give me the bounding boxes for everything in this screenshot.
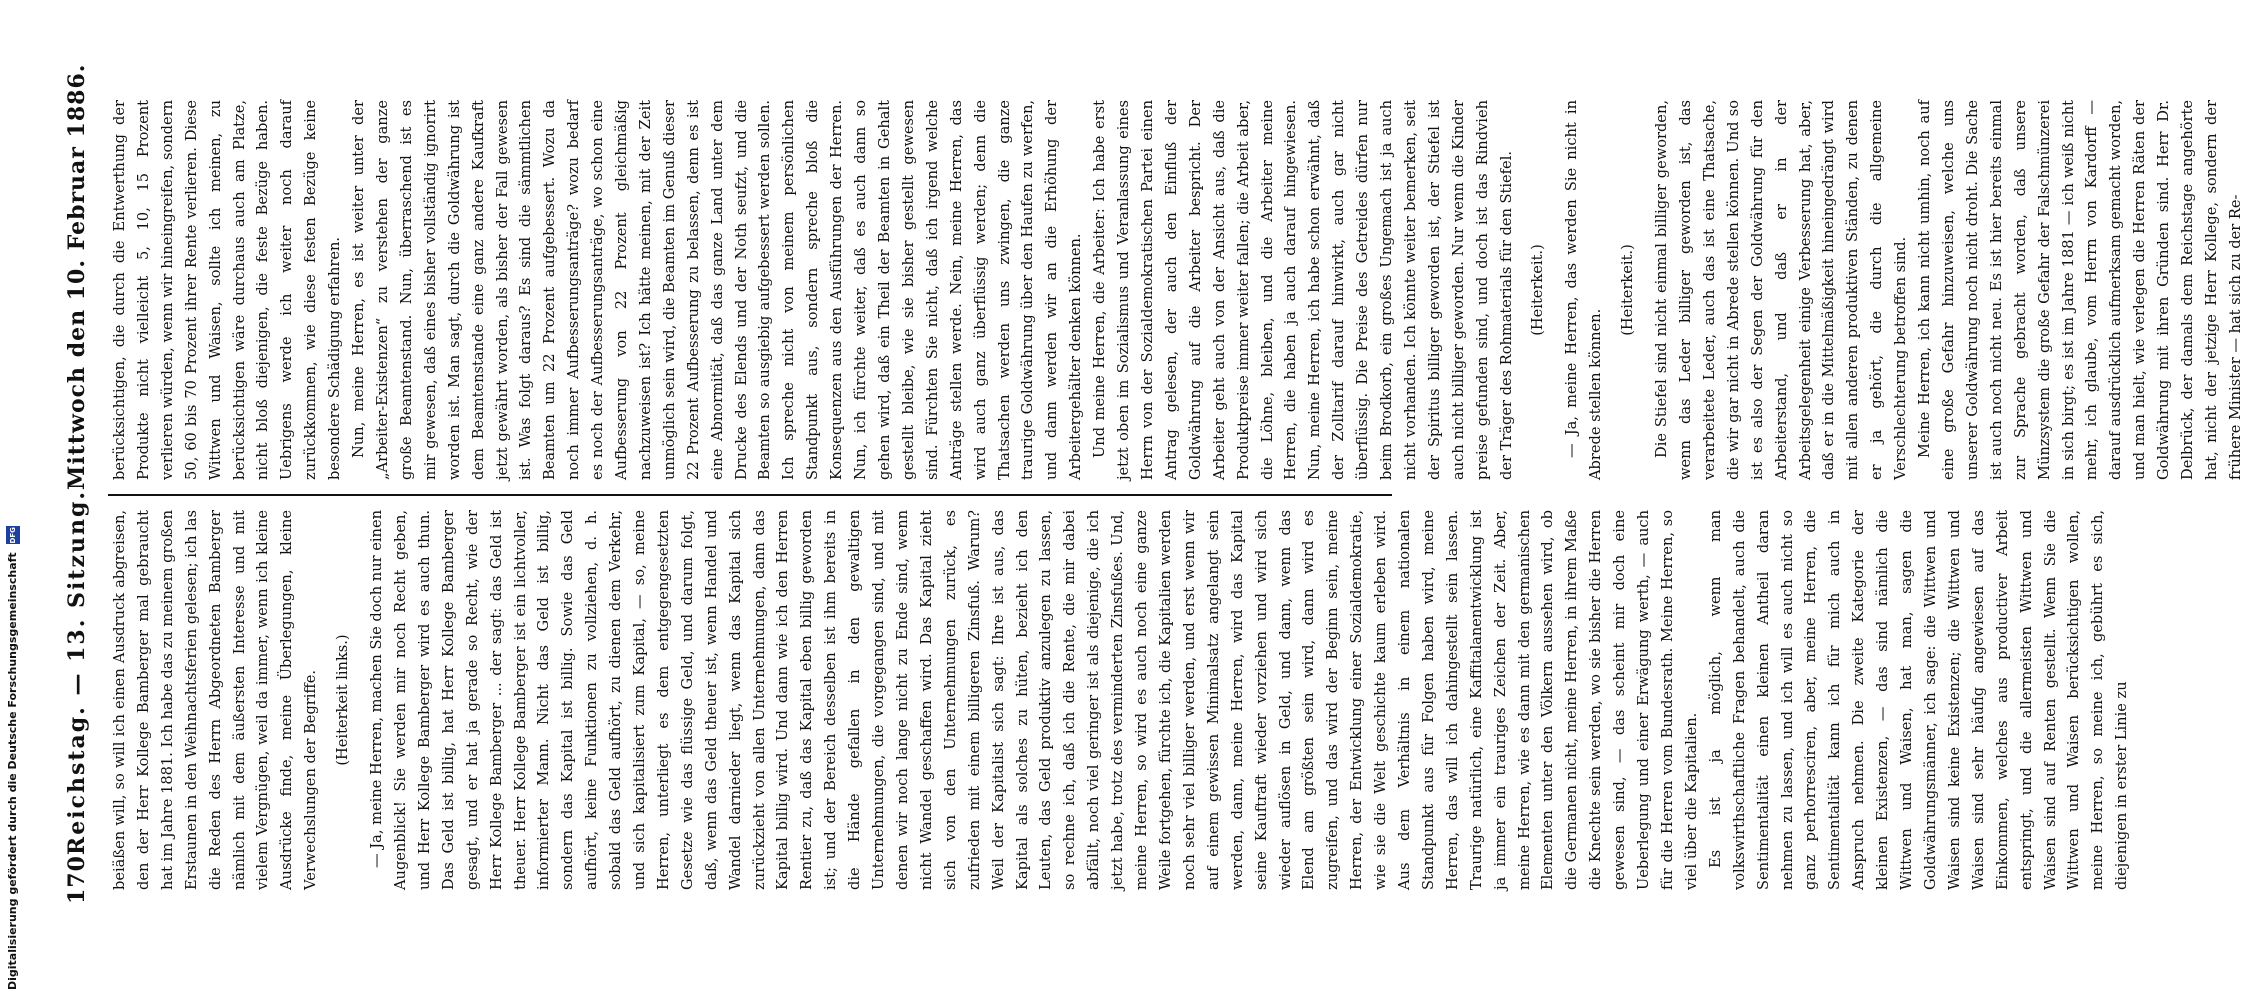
text-columns xyxy=(108,86,2244,904)
paragraph: Und meine Herren, die Arbeiter: Ich habe erst jetzt oben im Sozialismus und Veranlassung eines Herrn von der Sozialdemokratischen Partei einen Antrag gelesen, der auch den Einfluß der Goldwährung auf die Arbeiter bespricht. Der Arbeiter geht auch von der Ansicht aus, daß die Produktpreise immer weiter fallen; die Arbeit aber, die Löhne, bleiben, und die Arbeiter meine Herren, die haben ja auch darauf hingewiesen. Nun, meine Herren, ich habe schon erwähnt, daß der Zolltarif darauf hinwirkt, auch gar nicht überflüssig. Die Preise des Getreides dürfen nur beim Brodkorb, ein großes Ungemach ist ja auch nicht vorhanden. Ich könnte weiter bemerken, seit der Spiritus billiger geworden ist, der Stiefel ist auch nicht billiger geworden. Nur wenn die Kinder preise gefunden sind, und doch ist das Rindvieh der Träger des Rohmaterials für den Stiefel. xyxy=(1091,100,1515,480)
interjection: (Heiterkeit.) xyxy=(1529,244,1547,336)
interjection: (Heiterkeit.) xyxy=(1619,244,1637,336)
paragraph: berücksichtigen, die durch die Entwerthung der Produkte nicht vielleicht 5, 10, 15 Prozent verlieren würden, wenn wir hineingreifen, sondern 50, 60 bis 70 Prozent ihrer Rente verlieren. Diese Wittwen und Waisen, sollte ich meinen, zu berücksichtigen wäre durchaus auch am Platze, nicht bloß diejenigen, die feste Bezüge haben. Uebrigens werde ich weiter noch darauf zurückkommen, wie diese festen Bezüge keine besondere Schädigung erfahren. xyxy=(111,100,344,480)
page-number: 170 xyxy=(64,855,90,904)
paragraph: — Ja, meine Herren, machen Sie doch nur einen Augenblick! Sie werden mir noch Recht geben, und Herr Kollege Bamberger wird es auch thun. Das Geld ist billig, hat Herr Kollege Bamberger gesagt, und er hat ja gerade so Recht, wie der Herr Kollege Bamberger ... der sagt: das Geld ist theuer. Herr Kollege Bamberger ist ein lichtvoller, informierter Mann. Nicht das Geld ist billig, sondern das Kapital ist billig. Sowie das Geld aufhört, keine Funktionen zu vollziehen, d. h. sobald das Geld aufhört, zu dienen dem Verkehr, und sich kapitalisiert zum Kapital, — so, meine Herren, unterliegt es dem entgegengesetzten Gesetze wie das flüssige Geld, und darum folgt, daß, wenn das Geld theuer ist, wenn Handel und Wandel darnieder liegt, wenn das Kapital sich zurückzieht von allen Unternehmungen, dann das Kapital billig wird. Und dann wie ich den Herren Rentier zu, daß das Kapital eben billig geworden ist; und der Bereich desselben ist ihm bereits in die Hände gefallen in den gewaltigen Unternehmungen, die vorgegangen sind, und mit denen wir noch lange nicht zu Ende sind, wenn nicht Wandel geschaffen wird. Das Kapital zieht sich von den Unternehmungen zurück, es zufrieden mit einem billigeren Zinsfuß. Warum? Weil der Kapitalist sich sagt: Ihre ist aus, das Kapital als solches zu hüten, bezieht ich den Leuten, das Geld produktiv anzulegen zu lassen, so rechne ich, daß ich die Rente, die mir dabei abfällt, noch viel geringer ist als diejenige, die ich jetzt habe, trotz des verminderten Zinsfußes. Und, meine Herren, so wird es auch noch eine ganze Weile fortgehen, fürchte ich, die Kapitalien werden noch sehr viel billiger werden, und erst wenn wir auf einem gewissen Minimalsatz angelangt sein werden, dann, meine Herren, wird das Kapital seine Kauftraft wieder vorziehen und wird sich wieder auflösen in Geld, und dann, wenn das Elend am größten sein wird, dann wird es zugreifen, und das wird der Beginn sein, meine Herren, der Entwicklung einer Sozialdemokratie, wie sie die Welt geschichte kaum erleben wird. Aus dem Verhältnis in einem nationalen Standpunkt aus für Folgen haben wird, meine Herren, das will ich dahingestellt sein lassen. Traurige natürlich, eine Kaffitalanentwicklung ist ja immer ein trauriges Zeichen der Zeit. Aber, meine Herren, wie es dann mit den germanischen Elementen unter den Völkern aussehen wird, ob die Germanen nicht, meine Herren, in ihrem Maße die Knechte sein werden, wo sie bisher die Herren gewesen sind, — das scheint mir doch eine Ueberlegung und einer Erwägung werth, — auch für die Herren vom Bundesrath. Meine Herren, so viel über die Kapitalien. xyxy=(368,510,1700,890)
page-date: Mittwoch den 10. Februar 1886. xyxy=(64,63,90,490)
dfg-logo-icon: DFG xyxy=(6,526,20,544)
credit-text: Digitalisierung gefördert durch die Deutsche Forschungsgemeinschaft xyxy=(6,552,19,990)
column-divider xyxy=(108,494,1392,496)
paragraph: — Ja, meine Herren, das werden Sie nicht in Abrede stellen können. xyxy=(1563,100,1605,480)
paragraph: Es ist ja möglich, wenn man volkswirthschaftliche Fragen behandelt, auch die Sentimentalität einen kleinen Antheil daran nehmen zu lassen, und ich will es auch nicht so ganz perhorresciren, aber, meine Herren, die Sentimentalität kann ich für mich auch in Anspruch nehmen. Die zweite Kategorie der kleinen Existenzen, — das sind nämlich die Wittwen und Waisen, hat man, sagen die Goldwährungsmänner, ich sage: die Wittwen und Waisen sind keine Existenzen; die Wittwen und Waisen sind sehr häufig angewiesen auf das Einkommen, welches aus productiver Arbeit entspringt, und die allermeisten Wittwen und Waisen sind auf Renten gestellt. Wenn Sie die Wittwen und Waisen berücksichtigen wollen, meine Herren, so meine ich, gebührt es sich, diejenigen in erster Linie zu xyxy=(1706,510,2131,890)
paragraph: Meine Herren, ich kann nicht umhin, noch auf eine große Gefahr hinzuweisen, welche uns unserer Goldwährung noch nicht droht. Die Sache ist auch noch nicht neu. Es ist hier bereits einmal zur Sprache gebracht worden, daß unsere Münzsystem die große Gefahr der Falschmünzerei in sich birgt; es ist im Jahre 1881 — ich weiß nicht mehr, ich glaube, vom Herrn von Kardorff — darauf ausdrücklich aufmerksam gemacht worden, und man hielt, wie verlegen die Herren Räten der Goldwährung mit ihren Gründen sind. Herr Dr. Delbrück, der damals dem Reichstage angehörte hat, nicht der jetzige Herr Kollege, sondern der frühere Minister — hat sich zu der Re- xyxy=(1916,100,2244,480)
page-title: Reichstag. — 13. Sitzung. xyxy=(64,490,90,856)
interjection: (Heiterkeit links.) xyxy=(334,634,352,766)
paragraph: beiäßen will, so will ich einen Ausdruck abgreisen, den der Herr Kollege Bamberger mal gebraucht hat im Jahre 1881. Ich habe das zu meinem großen Erstaunen in den Weihnachtsferien gelesen; ich las die Reden des Herrn Abgeordneten Bamberger nämlich mit dem äußersten Interesse und mit vielem Vergnügen, weil da immer, wenn ich kleine Ausdrücke finde, meine Überlegungen, kleine Verwechslungen der Begriffe. xyxy=(111,510,320,890)
running-head xyxy=(64,63,100,904)
credit-strip xyxy=(2,0,24,1000)
paragraph: Nun, meine Herren, es ist weiter unter der „Arbeiter-Existenzen“ zu verstehen der ganze große Beamtenstand. Nun, überraschend ist es mir gewesen, daß eines bisher vollständig ignorirt worden ist. Man sagt, durch die Goldwährung ist dem Beamtenstande eine ganz andere Kaufkraft jetzt gewährt worden, als bisher der Fall gewesen ist. Was folgt daraus? Es sind die sämmtlichen Beamten um 22 Prozent aufgebessert. Wozu da noch immer Aufbesserungsanträge? wozu bedarf es noch der Aufbesserungsanträge, wo schon eine Aufbesserung von 22 Prozent gleichmäßig nachzuweisen ist? Ich hätte meinen, mit der Zeit unmöglich sein wird, die Beamten im Genuß dieser 22 Prozent Aufbesserung zu belassen, denn es ist eine Abnormität, daß das ganze Land unter dem Drucke des Elends und der Noth seufzt, und die Beamten so ausgiebig aufgebessert werden sollen. Ich spreche nicht von meinem persönlichen Standpunkt aus, sondern spreche bloß die Konsequenzen aus den Ausführungen der Herren. Nun, ich fürchte weiter, daß es auch dann so gehen wird, daß ein Theil der Beamten in Gehalt gestellt bleibe, wie sie bisher gestellt gewesen sind. Fürchten Sie nicht, daß ich irgend welche Anträge stellen werde. Nein, meine Herren, das wird auch ganz überflüssig werden; denn die Thatsachen werden uns zwingen, die ganze traurige Goldwährung über den Haufen zu werfen, und dann werden wir an die Erhöhung der Arbeitergehälter denken können. xyxy=(350,100,1085,480)
column-left xyxy=(108,496,2131,904)
paragraph: Die Stiefel sind nicht einmal billiger geworden, wenn das Leder billiger geworden ist, das verarbeitete Leder, auch das ist eine Thatsache, die wir gar nicht in Abrede stellen können. Und so ist es also der Segen der Goldwährung für den Arbeiterstand, und daß er in der Arbeitsgelegenheit einige Verbesserung hat, aber, daß er in die Mittelmäßigkeit hineingedrängt wird mit allen anderen produktiven Ständen, zu denen er ja gehört, die durch die allgemeine Verschlechterung betroffen sind. xyxy=(1653,100,1910,480)
column-right xyxy=(108,86,2244,494)
digitization-credit xyxy=(2,0,24,1000)
